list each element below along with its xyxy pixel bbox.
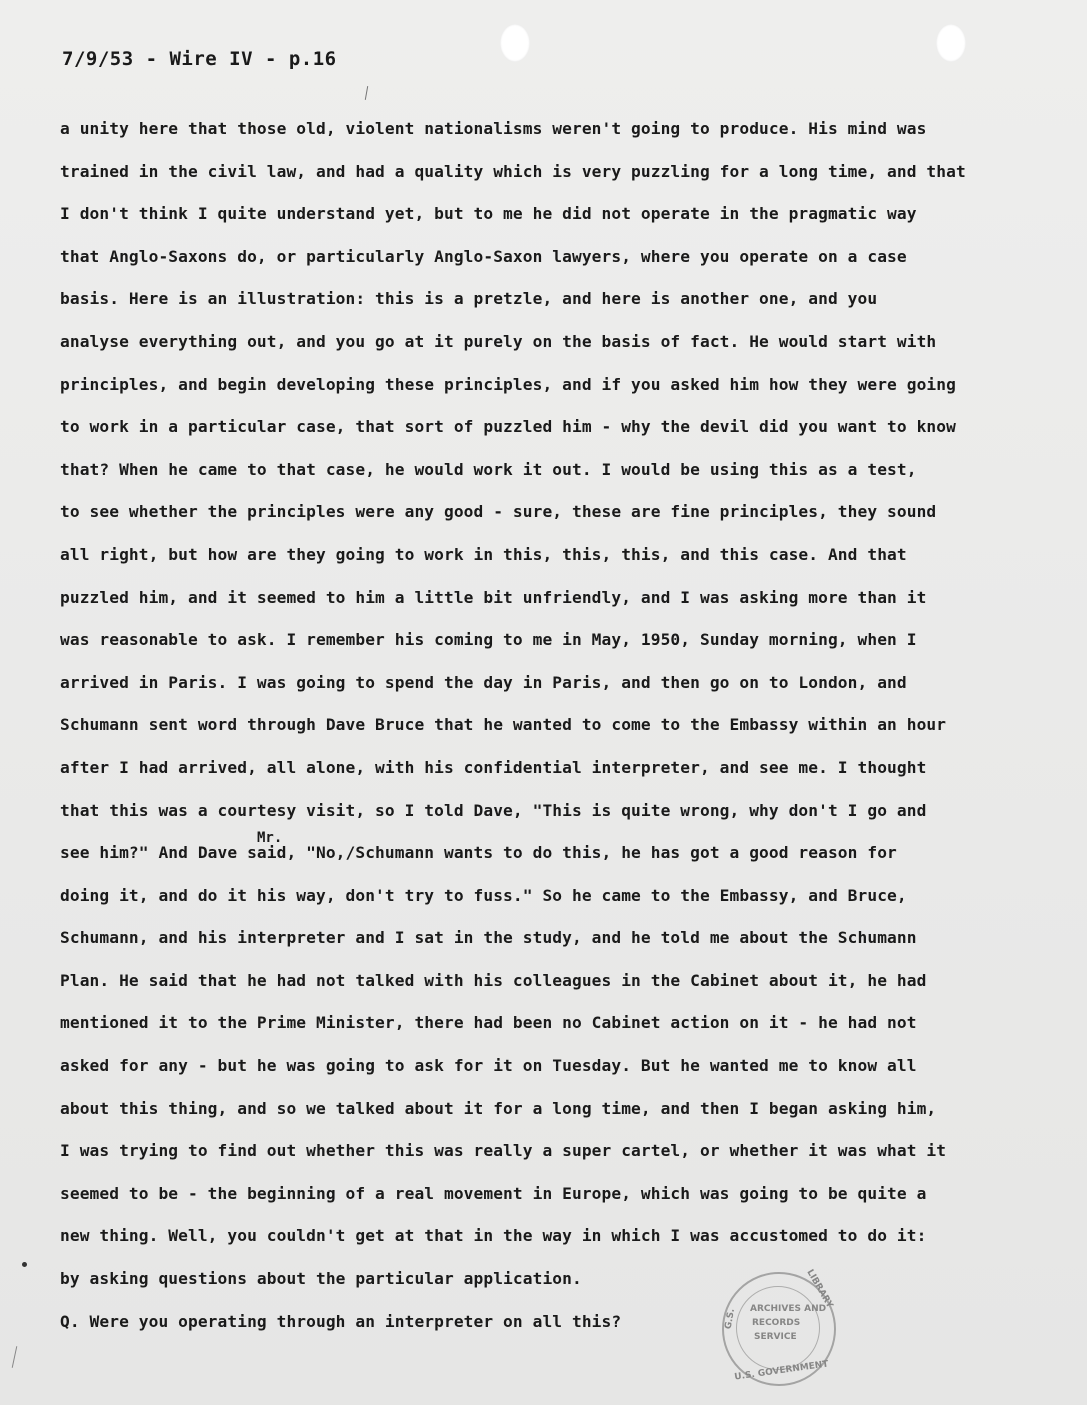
handwritten-insert: Mr. (257, 830, 283, 846)
page-header: 7/9/53 - Wire IV - p.16 (62, 48, 337, 70)
text-line: mentioned it to the Prime Minister, there had been no Cabinet action on it - he had not (60, 1013, 917, 1033)
text-line: principles, and begin developing these principles, and if you asked him how they were going (60, 374, 956, 394)
text-line: Schumann sent word through Dave Bruce that he wanted to come to the Embassy within an hour (60, 715, 947, 735)
text-line: basis. Here is an illustration: this is a pretzle, and here is another one, and you (60, 289, 878, 309)
text-line: arrived in Paris. I was going to spend the day in Paris, and then go on to London, and (60, 672, 907, 692)
stamp-text: RECORDS (752, 1318, 801, 1328)
text-line: asked for any - but he was going to ask for it on Tuesday. But he wanted me to know all (60, 1056, 917, 1076)
text-line: that? When he came to that case, he would work it out. I would be using this as a test, (60, 459, 917, 479)
margin-dot (22, 1262, 27, 1267)
text-line: that this was a courtesy visit, so I told Dave, "This is quite wrong, why don't I go and (60, 800, 927, 820)
pencil-mark (365, 86, 368, 100)
text-line: puzzled him, and it seemed to him a little bit unfriendly, and I was asking more than it (60, 587, 927, 607)
text-line: analyse everything out, and you go at it purely on the basis of fact. He would start with (60, 331, 937, 351)
question-line: Q. Were you operating through an interpreter on all this? (60, 1311, 622, 1331)
punch-hole (500, 24, 530, 62)
text-line: a unity here that those old, violent nationalisms weren't going to produce. His mind was (60, 119, 927, 138)
transcript-body (60, 116, 1040, 1351)
text-line: seemed to be - the beginning of a real movement in Europe, which was going to be quite a (60, 1183, 927, 1203)
text-line: I was trying to find out whether this was really a super cartel, or whether it was what it (60, 1141, 947, 1161)
stamp-text: G.S. (723, 1307, 738, 1331)
stamp-inner-ring (736, 1286, 820, 1370)
text-line: to see whether the principles were any good - sure, these are fine principles, they sound (60, 502, 937, 522)
text-line: Plan. He said that he had not talked with his colleagues in the Cabinet about it, he had (60, 970, 927, 990)
text-line: after I had arrived, all alone, with his confidential interpreter, and see me. I thought (60, 757, 927, 777)
text-line: trained in the civil law, and had a quality which is very puzzling for a long time, and that (60, 161, 966, 181)
archive-stamp (722, 1267, 836, 1386)
text-line: new thing. Well, you couldn't get at that in the way in which I was accustomed to do it: (60, 1226, 927, 1246)
text-line: see him?" And Dave said, "No,/Schumann wants to do this, he has got a good reason for (60, 843, 897, 863)
text-line: to work in a particular case, that sort of puzzled him - why the devil did you want to know (60, 417, 956, 437)
stamp-text: U.S. GOVERNMENT (733, 1359, 830, 1383)
text-line: about this thing, and so we talked about it for a long time, and then I began asking him, (60, 1098, 937, 1118)
stamp-text: LIBRARY (804, 1267, 835, 1311)
text-line: that Anglo-Saxons do, or particularly Anglo-Saxon lawyers, where you operate on a case (60, 246, 907, 266)
text-line: Schumann, and his interpreter and I sat in the study, and he told me about the Schumann (60, 928, 917, 948)
text-line: I don't think I quite understand yet, but to me he did not operate in the pragmatic way (60, 204, 917, 224)
stamp-text: SERVICE (754, 1332, 797, 1342)
text-line: by asking questions about the particular application. (60, 1269, 582, 1289)
text-line: all right, but how are they going to work in this, this, this, and this case. And that (60, 544, 907, 564)
punch-hole (936, 24, 966, 62)
text-line: doing it, and do it his way, don't try to fuss." So he came to the Embassy, and Bruce, (60, 885, 907, 905)
stamp-text: ARCHIVES AND (750, 1304, 827, 1314)
margin-mark (12, 1346, 18, 1368)
text-line: was reasonable to ask. I remember his coming to me in May, 1950, Sunday morning, when I (60, 630, 917, 650)
